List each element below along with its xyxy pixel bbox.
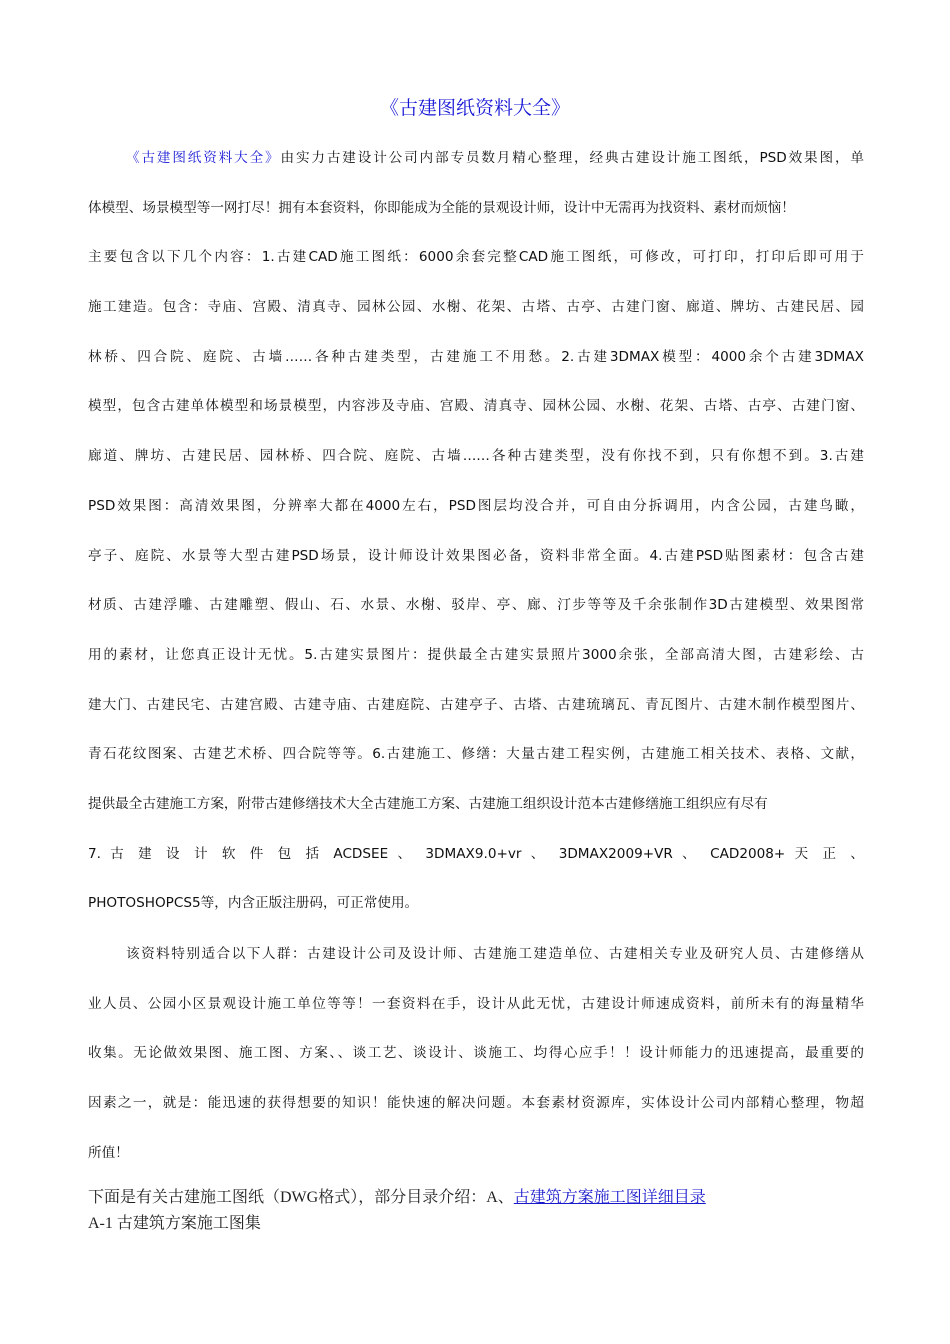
paragraph-line: 建大门、古建民宅、古建宫殿、古建寺庙、古建庭院、古建亭子、古塔、古建琉璃瓦、青瓦图片、古建木制作模型图片、 [88, 696, 864, 713]
paragraph-line: 体模型、场景模型等一网打尽！拥有本套资料，你即能成为全能的景观设计师，设计中无需再为找资料、素材而烦恼！ [88, 199, 795, 216]
paragraph-intro [88, 145, 864, 940]
paragraph-line: 林桥、四合院、庭院、古墙……各种古建类型，古建施工不用愁。2.古建3DMAX模型：4000余个古建3DMAX [88, 348, 864, 365]
catalog-link[interactable]: 古建筑方案施工图详细目录 [513, 1189, 706, 1206]
paragraph-line: PSD效果图：高清效果图，分辨率大都在4000左右，PSD图层均没合并，可自由分拆调用，内含公园，古建鸟瞰， [88, 497, 864, 514]
catalog-section [88, 1185, 864, 1237]
document-title: 《古建图纸资料大全》 [379, 97, 570, 119]
paragraph-line: 业人员、公园小区景观设计施工单位等等！一套资料在手，设计从此无忧，古建设计师速成资料，前所未有的海量精华 [88, 995, 864, 1012]
paragraph-line: PHOTOSHOPCS5等，内含正版注册码，可正常使用。 [88, 895, 419, 912]
paragraph-line: 所值！ [88, 1144, 129, 1161]
paragraph-line: 该资料特别适合以下人群：古建设计公司及设计师、古建施工建造单位、古建相关专业及研究人员、古建修缮从 [126, 946, 864, 962]
catalog-sub-item: A-1 古建筑方案施工图集 [88, 1215, 261, 1232]
paragraph-line: 用的素材，让您真正设计无忧。5.古建实景图片：提供最全古建实景照片3000余张，全部高清大图，古建彩绘、古 [88, 646, 864, 663]
paragraph-line: 收集。无论做效果图、施工图、方案、、谈工艺、谈设计、谈施工、均得心应手！！设计师能力的迅速提高，最重要的 [88, 1045, 864, 1062]
paragraph-line: 提供最全古建施工方案，附带古建修缮技术大全古建施工方案、古建施工组织设计范本古建修缮施工组织应有尽有 [88, 795, 768, 812]
paragraph-line: 《古建图纸资料大全》由实力古建设计公司内部专员数月精心整理，经典古建设计施工图纸，PSD效果图，单 [126, 150, 864, 166]
paragraph-line: 廊道、牌坊、古建民居、园林桥、四合院、庭院、古墙……各种古建类型，没有你找不到，只有你想不到。3.古建 [88, 448, 864, 465]
paragraph-audience [88, 941, 864, 1189]
paragraph-line: 7. 古 建 设 计 软 件 包 括 ACDSEE 、 3DMAX9.0+vr 、 3DMAX2009+VR 、 CAD2008+ 天 正 、 [88, 845, 864, 862]
paragraph-line: 模型，包含古建单体模型和场景模型，内容涉及寺庙、宫殿、清真寺、园林公园、水榭、花架、古塔、古亭、古建门窗、 [88, 398, 864, 415]
paragraph-line: 亭子、庭院、水景等大型古建PSD场景，设计师设计效果图必备，资料非常全面。4.古建PSD贴图素材：包含古建 [88, 547, 864, 564]
catalog-intro: 下面是有关古建施工图纸（DWG格式），部分目录介绍：A、古建筑方案施工图详细目录 [88, 1189, 706, 1206]
paragraph-line: 主要包含以下几个内容：1.古建CAD施工图纸：6000余套完整CAD施工图纸，可修改，可打印，打印后即可用于 [88, 249, 864, 266]
paragraph-line: 青石花纹图案、古建艺术桥、四合院等等。6.古建施工、修缮：大量古建工程实例，古建施工相关技术、表格、文献， [88, 746, 864, 763]
paragraph-line: 施工建造。包含：寺庙、宫殿、清真寺、园林公园、水榭、花架、古塔、古亭、古建门窗、廊道、牌坊、古建民居、园 [88, 299, 864, 316]
paragraph-line: 因素之一，就是：能迅速的获得想要的知识！能快速的解决问题。本套素材资源库，实体设计公司内部精心整理，物超 [88, 1095, 864, 1112]
paragraph-line: 材质、古建浮雕、古建雕塑、假山、石、水景、水榭、驳岸、亭、廊、汀步等等及千余张制作3D古建模型、效果图常 [88, 597, 864, 614]
title-reference: 《古建图纸资料大全》 [126, 150, 281, 166]
